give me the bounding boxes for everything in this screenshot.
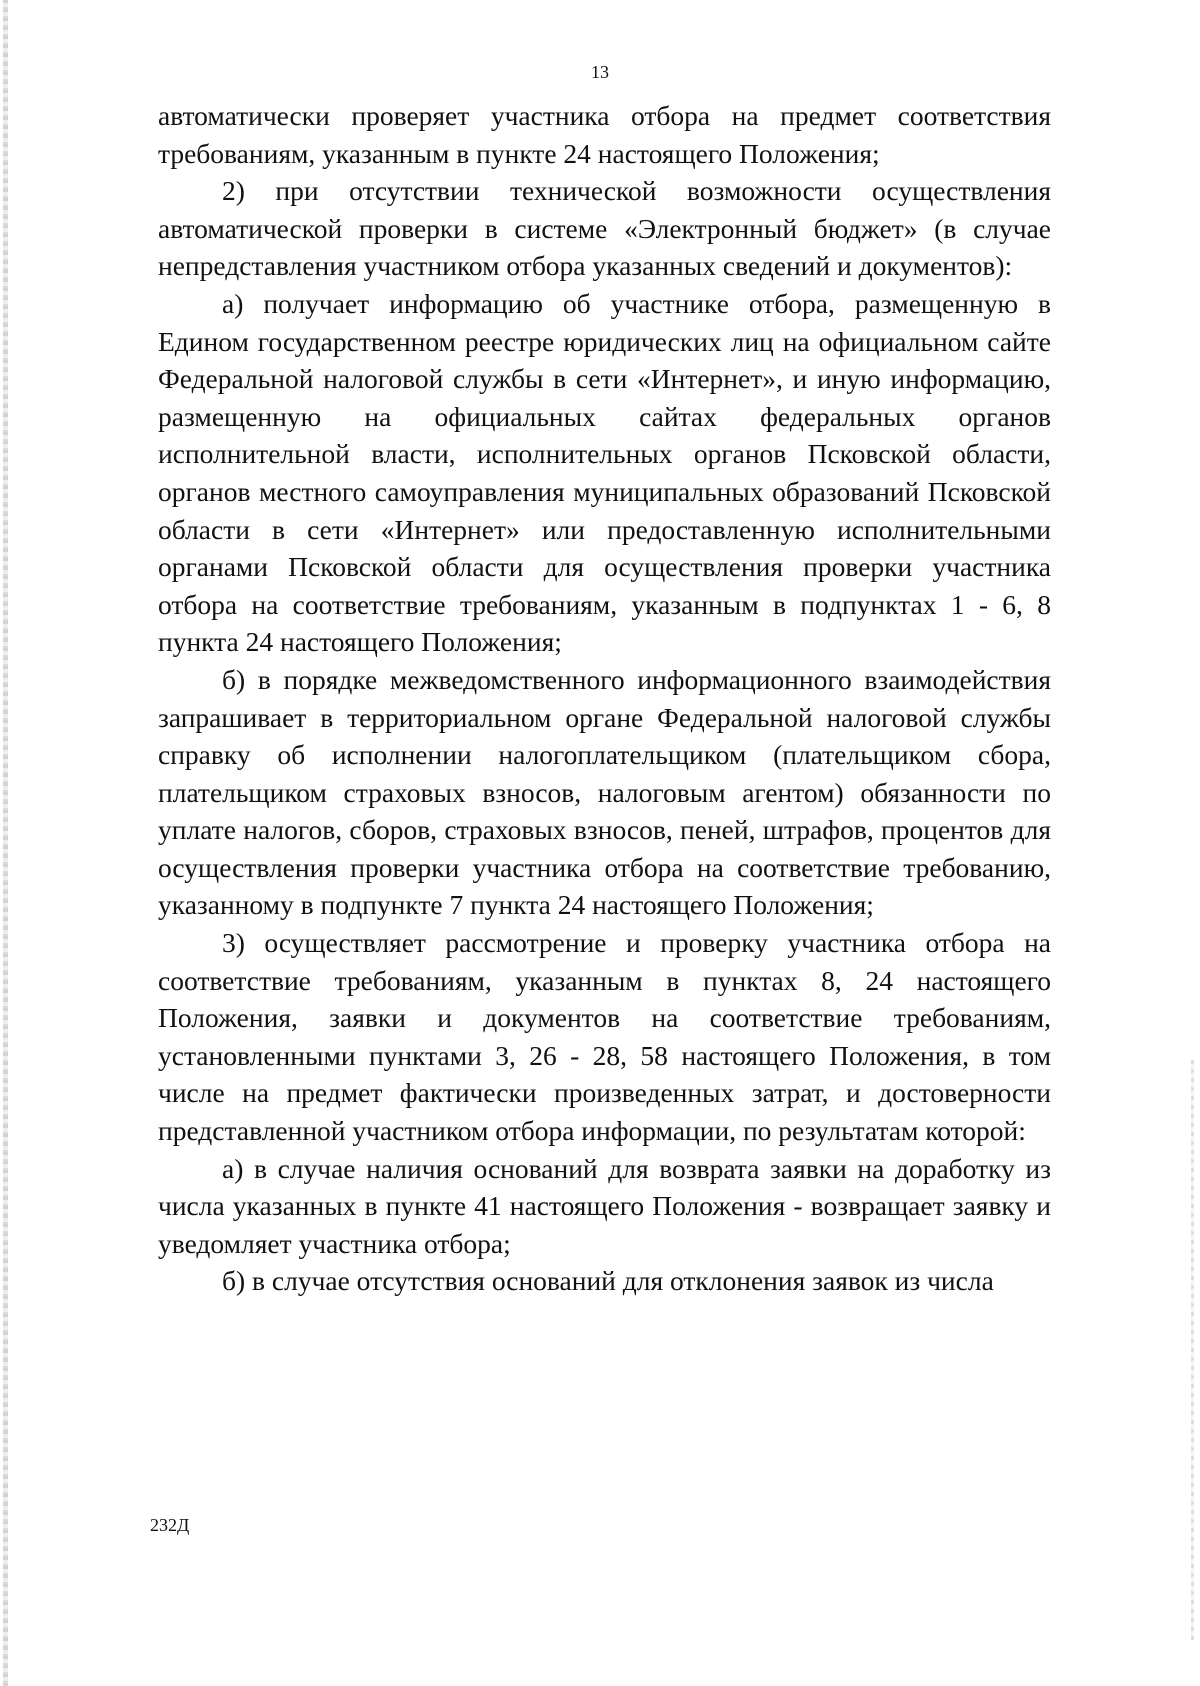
scan-edge-right — [1191, 1060, 1194, 1640]
paragraph-subitem-a-2: а) в случае наличия оснований для возврата заявки на доработку из числа указанных в пункте 41 настоящего Положения - возвращает заявку и уведомляет участника отбора; — [158, 1152, 1051, 1259]
document-body — [158, 97, 1051, 1300]
paragraph-subitem-a: а) получает информацию об участнике отбора, размещенную в Едином государственном реестре юридических лиц на официальном сайте Федеральной налоговой службы в сети «Интернет», и иную информацию, размещенную на официальных сайтах федеральных органов исполнительной власти, исполнительных органов Псковской области, органов местного самоуправления муниципальных образований Псковской области в сети «Интернет» или предоставленную исполнительными органами Псковской области для осуществления проверки участника отбора на соответствие требованиям, указанным в подпунктах 1 - 6, 8 пункта 24 настоящего Положения; — [158, 287, 1051, 658]
page-number: 13 — [591, 62, 609, 82]
paragraph-continuation: автоматически проверяет участника отбора на предмет соответствия требованиям, указанным в пункте 24 настоящего Положения; — [158, 100, 1051, 169]
paragraph-subitem-b: б) в порядке межведомственного информационного взаимодействия запрашивает в территориальном органе Федеральной налоговой службы справку об исполнении налогоплательщиком (плательщиком сбора, плательщиком страховых взносов, налоговым агентом) обязанности по уплате налогов, сборов, страховых взносов, пеней, штрафов, процентов для осуществления проверки участника отбора на соответствие требованию, указанному в подпункте 7 пункта 24 настоящего Положения; — [158, 663, 1051, 921]
footer-document-code: 232Д — [150, 1515, 190, 1535]
paragraph-item-2: 2) при отсутствии технической возможности осуществления автоматической проверки в системе «Электронный бюджет» (в случае непредставления участником отбора указанных сведений и документов): — [158, 175, 1051, 282]
paragraph-item-3: 3) осуществляет рассмотрение и проверку участника отбора на соответствие требованиям, указанным в пунктах 8, 24 настоящего Положения, заявки и документов на соответствие требованиям, установленными пунктами 3, 26 - 28, 58 настоящего Положения, в том числе на предмет фактически произведенных затрат, и достоверности представленной участником отбора информации, по результатам которой: — [158, 927, 1051, 1147]
paragraph-subitem-b-2: б) в случае отсутствия оснований для отклонения заявок из числа — [222, 1265, 994, 1297]
scan-edge-left — [3, 0, 8, 1686]
